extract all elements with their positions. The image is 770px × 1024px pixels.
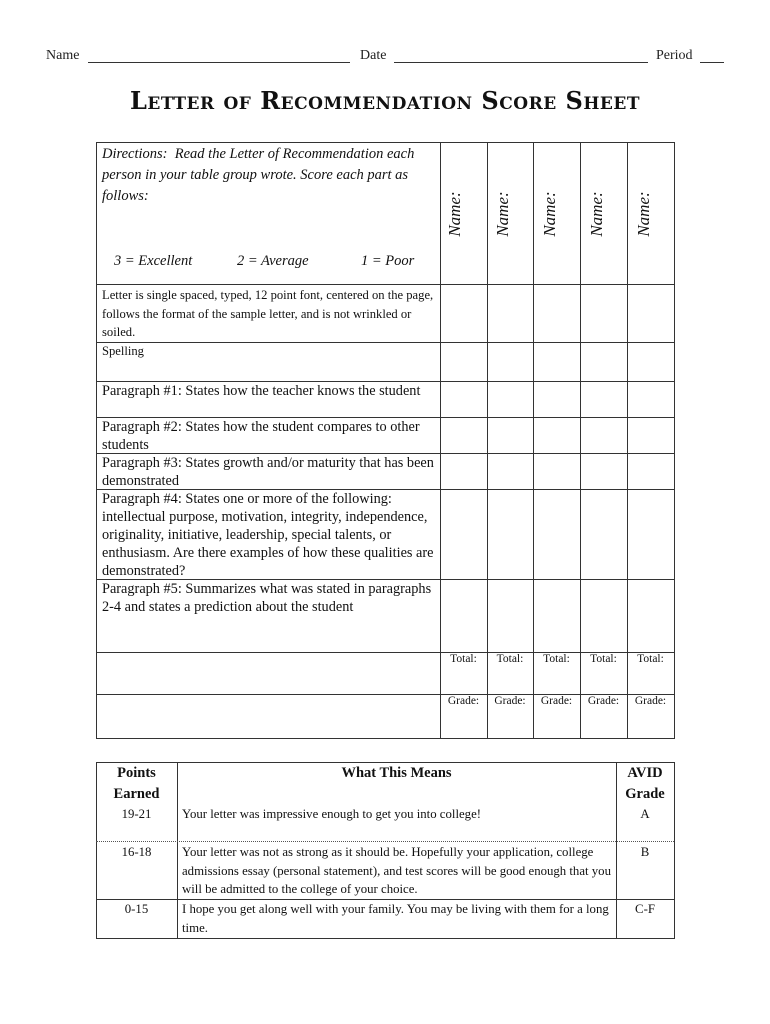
- grade-label-3: Grade:: [540, 695, 573, 707]
- criterion-spelling: Spelling: [102, 344, 144, 358]
- criterion-paragraph-1: Paragraph #1: States how the teacher knows the student: [102, 383, 421, 399]
- total-label-3: Total:: [543, 653, 570, 665]
- grade-label-5: Grade:: [634, 695, 667, 707]
- row-b-grade: B: [640, 845, 650, 859]
- grade-label-2: Grade:: [494, 695, 526, 707]
- grade-label-4: Grade:: [587, 695, 620, 707]
- name-column-3: Name:: [540, 191, 559, 237]
- total-label-5: Total:: [637, 653, 664, 665]
- total-label-4: Total:: [590, 653, 617, 665]
- scale-excellent: 3 = Excellent: [114, 253, 193, 269]
- criterion-paragraph-2: Paragraph #2: States how the student compares to other students: [102, 419, 420, 453]
- row-a-points: 19-21: [121, 807, 152, 821]
- scale-average: 2 = Average: [237, 253, 309, 269]
- total-label-2: Total:: [496, 653, 524, 665]
- name-column-4: Name:: [587, 191, 606, 237]
- row-c-meaning: I hope you get along well with your family. You may be living with them for a long time.: [182, 902, 609, 935]
- row-b-meaning: Your letter was not as strong as it should be. Hopefully your application, college admissions essay (personal statement), and test scores will be good enough that you will be admitted to the college of your choice.: [182, 845, 611, 896]
- directions-text: Read the Letter of Recommendation each person in your table group wrote. Score each part as follows:: [102, 146, 415, 204]
- criterion-paragraph-4: Paragraph #4: States one or more of the following: intellectual purpose, motivation, integrity, independence, originality, initiative, leadership, special talents, or enthusiasm. Are there examples of how these qualities are demonstrated?: [102, 491, 434, 579]
- row-c-points: 0-15: [124, 902, 149, 916]
- total-label-1: Total:: [450, 653, 477, 665]
- period-field[interactable]: [700, 62, 724, 63]
- criterion-paragraph-5: Paragraph #5: Summarizes what was stated in paragraphs 2-4 and states a prediction about the student: [102, 581, 432, 615]
- criterion-paragraph-3: Paragraph #3: States growth and/or maturity that has been demonstrated: [102, 455, 434, 489]
- directions-lead: Directions:: [102, 146, 168, 162]
- period-label: Period: [656, 48, 693, 63]
- header-what-this-means: What This Means: [341, 765, 452, 781]
- page-title: Letter of Recommendation Score Sheet: [130, 86, 640, 115]
- name-column-5: Name:: [634, 191, 653, 237]
- name-label: Name: [46, 48, 80, 63]
- row-a-meaning: Your letter was impressive enough to get you into college!: [182, 807, 482, 821]
- directions: [102, 144, 436, 207]
- row-a-grade: A: [640, 807, 650, 821]
- date-label: Date: [360, 48, 387, 63]
- header-avid-grade: AVID Grade: [625, 765, 665, 802]
- name-column-2: Name:: [493, 191, 512, 237]
- name-field[interactable]: [88, 62, 350, 63]
- scale-poor: 1 = Poor: [361, 253, 415, 269]
- criterion-format: Letter is single spaced, typed, 12 point font, centered on the page, follows the format of the sample letter, and is not wrinkled or soiled.: [102, 288, 434, 339]
- header-points-earned: Points Earned: [113, 765, 160, 802]
- date-field[interactable]: [394, 62, 648, 63]
- row-c-grade: C-F: [635, 902, 655, 916]
- row-b-points: 16-18: [121, 845, 152, 859]
- grade-label-1: Grade:: [447, 695, 480, 707]
- name-column-1: Name:: [445, 191, 464, 237]
